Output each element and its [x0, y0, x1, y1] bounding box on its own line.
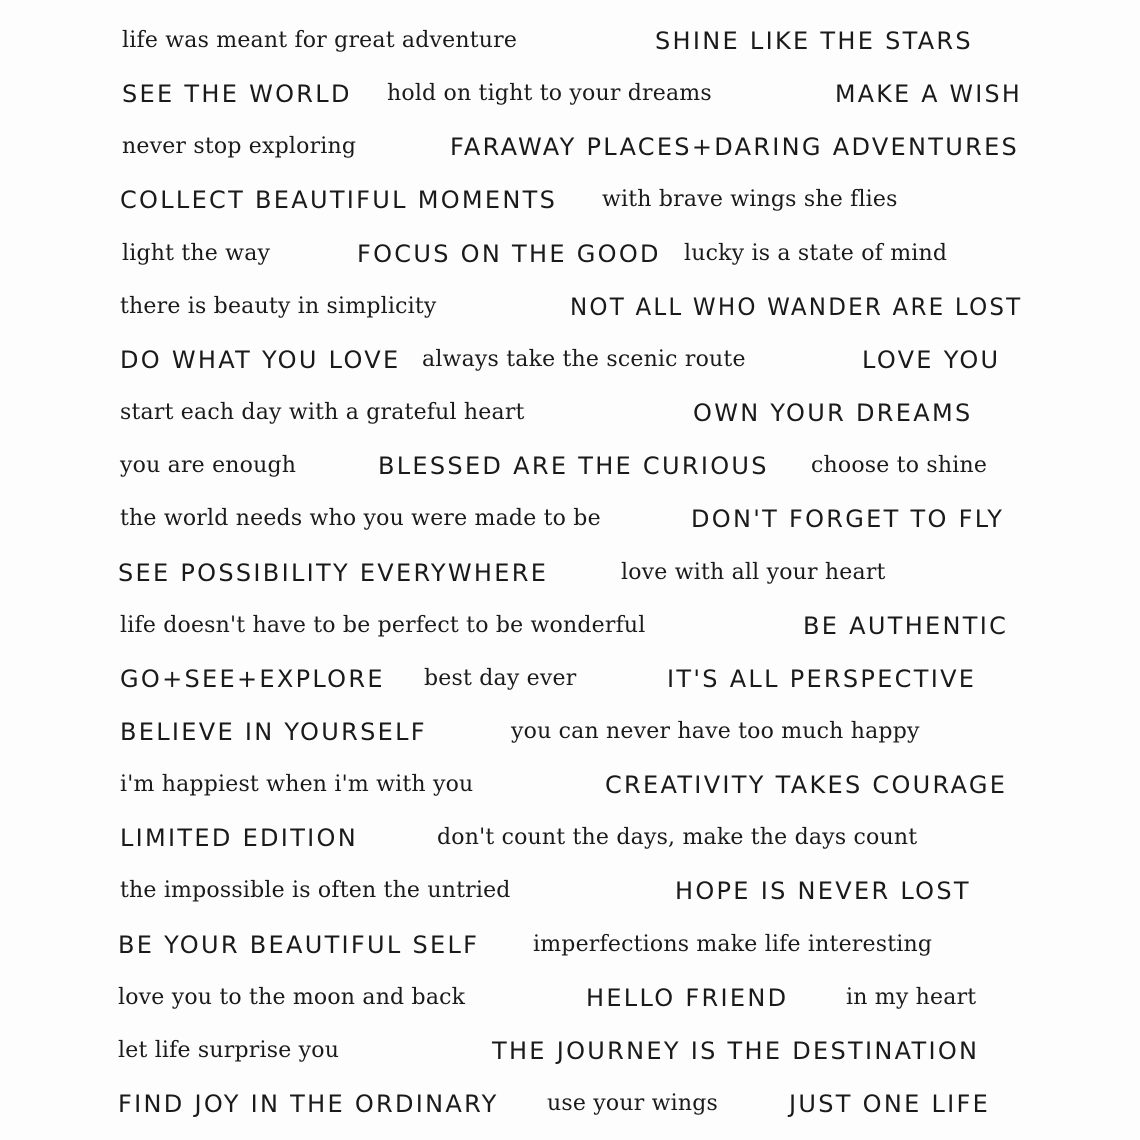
- stamp-phrase: light the way: [122, 241, 271, 266]
- phrase-row: [0, 127, 1140, 167]
- phrase-row: [0, 21, 1140, 61]
- stamp-phrase: IT'S ALL PERSPECTIVE: [667, 665, 977, 693]
- stamp-phrase: best day ever: [424, 666, 577, 691]
- phrase-row: [0, 978, 1140, 1018]
- stamp-phrase: FIND JOY IN THE ORDINARY: [118, 1090, 499, 1118]
- stamp-phrase: with brave wings she flies: [602, 187, 898, 212]
- stamp-phrase: LIMITED EDITION: [120, 824, 358, 852]
- stamp-phrase: CREATIVITY TAKES COURAGE: [605, 771, 1008, 799]
- stamp-phrase: GO+SEE+EXPLORE: [120, 665, 385, 693]
- stamp-phrase: BLESSED ARE THE CURIOUS: [378, 452, 769, 480]
- stamp-phrase: lucky is a state of mind: [684, 241, 948, 266]
- stamp-phrase: LOVE YOU: [862, 346, 1001, 374]
- stamp-phrase: life doesn't have to be perfect to be wonderful: [120, 613, 646, 638]
- stamp-phrase: SEE THE WORLD: [122, 80, 352, 108]
- stamp-phrase: FARAWAY PLACES+DARING ADVENTURES: [450, 133, 1020, 161]
- stamp-phrase: MAKE A WISH: [835, 80, 1023, 108]
- phrase-row: [0, 340, 1140, 380]
- phrase-row: [0, 659, 1140, 699]
- stamp-phrase: choose to shine: [811, 453, 988, 478]
- stamp-phrase: in my heart: [846, 985, 977, 1010]
- phrase-row: [0, 287, 1140, 327]
- stamp-phrase: love with all your heart: [621, 560, 886, 585]
- stamp-phrase: THE JOURNEY IS THE DESTINATION: [492, 1037, 980, 1065]
- phrase-row: [0, 606, 1140, 646]
- phrase-row: [0, 871, 1140, 911]
- stamp-phrase: BELIEVE IN YOURSELF: [120, 718, 427, 746]
- stamp-phrase: OWN YOUR DREAMS: [693, 399, 973, 427]
- stamp-phrase: you are enough: [120, 453, 297, 478]
- stamp-phrase: never stop exploring: [122, 134, 357, 159]
- phrase-row: [0, 180, 1140, 220]
- phrase-row: [0, 712, 1140, 752]
- stamp-phrase: HOPE IS NEVER LOST: [675, 877, 971, 905]
- stamp-phrase: SHINE LIKE THE STARS: [655, 27, 973, 55]
- phrase-row: [0, 553, 1140, 593]
- stamp-phrase: don't count the days, make the days count: [437, 825, 918, 850]
- phrase-row: [0, 1031, 1140, 1071]
- stamp-phrase: BE AUTHENTIC: [803, 612, 1009, 640]
- stamp-phrase: FOCUS ON THE GOOD: [357, 240, 661, 268]
- stamp-phrase: use your wings: [547, 1091, 719, 1116]
- stamp-phrase: SEE POSSIBILITY EVERYWHERE: [118, 559, 549, 587]
- phrase-row: [0, 74, 1140, 114]
- stamp-phrase: DON'T FORGET TO FLY: [691, 505, 1005, 533]
- stamp-phrase: life was meant for great adventure: [122, 28, 518, 53]
- stamp-phrase: DO WHAT YOU LOVE: [120, 346, 401, 374]
- phrase-row: [0, 446, 1140, 486]
- stamp-phrase: start each day with a grateful heart: [120, 400, 525, 425]
- stamp-phrase: i'm happiest when i'm with you: [120, 772, 474, 797]
- stamp-phrase: the impossible is often the untried: [120, 878, 511, 903]
- stamp-phrase: hold on tight to your dreams: [387, 81, 712, 106]
- phrase-row: [0, 1084, 1140, 1124]
- stamp-phrase: the world needs who you were made to be: [120, 506, 601, 531]
- phrase-row: [0, 393, 1140, 433]
- stamp-phrase: HELLO FRIEND: [586, 984, 789, 1012]
- stamp-phrase: always take the scenic route: [422, 347, 746, 372]
- stamp-phrase: there is beauty in simplicity: [120, 294, 437, 319]
- stamp-phrase: JUST ONE LIFE: [789, 1090, 991, 1118]
- stamp-phrase: you can never have too much happy: [511, 719, 920, 744]
- phrase-row: [0, 499, 1140, 539]
- phrase-row: [0, 818, 1140, 858]
- stamp-phrase: let life surprise you: [118, 1038, 340, 1063]
- stamp-phrase: imperfections make life interesting: [533, 932, 933, 957]
- stamp-phrase: BE YOUR BEAUTIFUL SELF: [118, 931, 480, 959]
- phrase-row: [0, 234, 1140, 274]
- phrase-row: [0, 925, 1140, 965]
- stamp-phrase: NOT ALL WHO WANDER ARE LOST: [570, 293, 1023, 321]
- stamp-phrase: love you to the moon and back: [118, 985, 466, 1010]
- stamp-phrase: COLLECT BEAUTIFUL MOMENTS: [120, 186, 558, 214]
- phrase-row: [0, 765, 1140, 805]
